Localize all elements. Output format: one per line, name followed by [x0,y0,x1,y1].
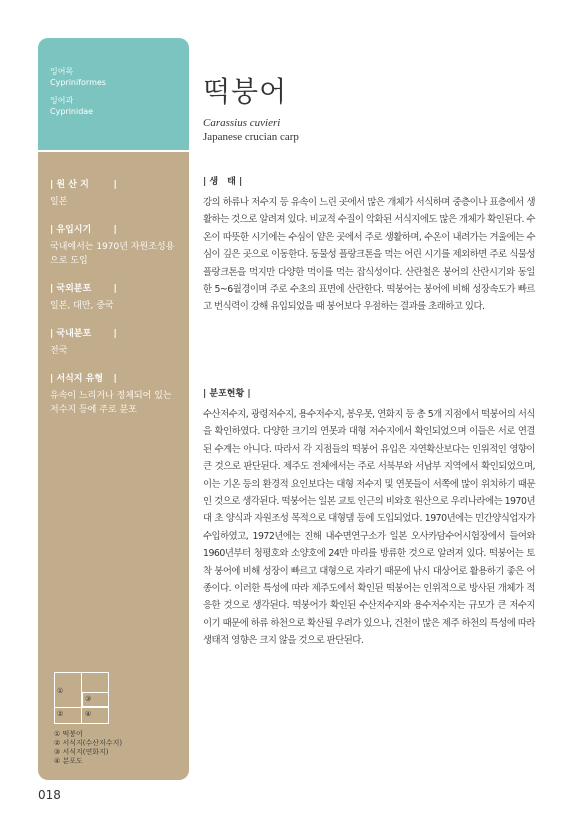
layout-label-1: ① [57,687,64,695]
legend-item: ④ 분포도 [54,757,83,765]
introduction-period-text: 국내에서는 1970년 자원조성용으로 도입 [50,242,175,266]
overseas-distribution-heading: | 국외분포 | [50,284,117,294]
domestic-distribution-text: 전국 [50,346,68,356]
introduction-period-section [50,223,189,268]
legend-item: ② 서식지(수산저수지) [54,739,123,747]
domestic-distribution-heading: | 국내분포 | [50,329,117,339]
ecology-heading: | 생 태 | [203,177,243,187]
habitat-type-heading: | 서식지 유형 | [50,374,117,384]
family-korean: 잉어과 [50,96,74,105]
distribution-heading: | 분포현황 | [203,389,251,399]
scientific-name: Carassius cuvieri [203,117,281,129]
family-group [50,95,189,117]
domestic-distribution-section [50,327,189,358]
layout-label-3: ③ [85,695,92,703]
distribution-text: 수산저수지, 광령저수지, 용수저수지, 봉우못, 연화지 등 총 5개 지점에서 떡붕어의 서식을 확인하였다. 다양한 크기의 연못과 대형 저수지에서 확인되었으며 이들은 서로 연결된 수계는 아니다. 따라서 각 지점들의 떡붕어 유입은 자연확산보다는 인위적인 영향이 큰 것으로 판단된다. 제주도 전체에서는 주로 서북부와 서남부 지역에서 확인되었으며, 이는 기온 등의 환경적 요인보다는 대형 저수지 및 연못들이 서쪽에 많이 위치하기 때문인 것으로 생각된다. 떡붕어는 일본 교토 인근의 비와호 원산으로 우리나라에는 1970년대 초 양식과 자원조성 목적으로 대형댐 등에 도입되었다. 1970년에는 민간양식업자가 수입하였고, 1972년에는 진해 내수면연구소가 일본 오사카담수어시험장에서 들여와 1960년부터 청평호와 소양호에 24만 마리를 방류한 것으로 알려져 있다. 떡붕어는 토착 붕어에 비해 성장이 빠르고 대형으로 자라기 때문에 낚시 대상어로 활용하기 좋은 어종이다. 이러한 특성에 따라 제주도에서 확인된 떡붕어는 인위적으로 방사된 개체가 적응한 것으로 생각된다. 떡붕어가 확인된 수산저수지와 용수저수지는 규모가 큰 저수지이기 때문에 하류 하천으로 확산될 우려가 있으나, 건천이 많은 제주 하천의 특성에 따라 생태적 영향은 크지 않을 것으로 판단된다. [203,409,535,647]
ecology-section [203,176,535,316]
ecology-text: 강의 하류나 저수지 등 유속이 느린 곳에서 많은 개체가 서식하며 중층이나 표층에서 생활하는 것으로 알려져 있다. 비교적 수질이 악화된 서식지에도 많은 개체가 확인된다. 수온이 따뜻한 시기에는 수심이 얕은 곳에서 주로 생활하며, 수온이 내려가는 겨울에는 수심이 깊은 곳으로 이동한다. 동물성 플랑크톤을 먹는 어린 시기를 제외하면 주로 식물성 플랑크톤을 먹지만 다양한 먹이를 먹는 잡식성이다. 산란철은 붕어의 산란시기와 동일한 5~6월경이며 주로 수초의 표면에 산란한다. 떡붕어는 붕어에 비해 성장속도가 빠르고 번식력이 강해 유입되었을 때 붕어보다 우점하는 결과를 초래하고 있다. [203,197,535,313]
layout-label-4: ④ [85,710,92,718]
overseas-distribution-text: 일본, 대만, 중국 [50,301,114,311]
overseas-distribution-section [50,282,189,313]
legend-item: ① 떡붕어 [54,730,83,738]
page-title: 떡붕어 [203,75,288,108]
distribution-section [203,388,535,650]
origin-heading: | 원 산 지 | [50,180,117,190]
photo-layout-diagram [54,672,109,724]
taxonomy-panel [38,38,189,150]
layout-label-2: ② [57,710,64,718]
species-names [203,116,299,144]
habitat-type-text: 유속이 느리거나 정체되어 있는 저수지 등에 주로 분포 [50,391,172,415]
family-english: Cyprinidae [50,107,94,116]
info-sidebar [38,152,189,780]
page-number: 018 [38,788,61,802]
introduction-period-heading: | 유입시기 | [50,225,117,235]
photo-legend [54,730,122,766]
origin-text: 일본 [50,197,68,207]
order-group [50,66,189,88]
english-name: Japanese crucian carp [203,131,299,143]
origin-section [50,178,189,209]
legend-item: ③ 서식지(연화지) [54,748,109,756]
order-korean: 잉어목 [50,67,74,76]
habitat-type-section [50,372,189,417]
order-english: Cypriniformes [50,78,106,87]
